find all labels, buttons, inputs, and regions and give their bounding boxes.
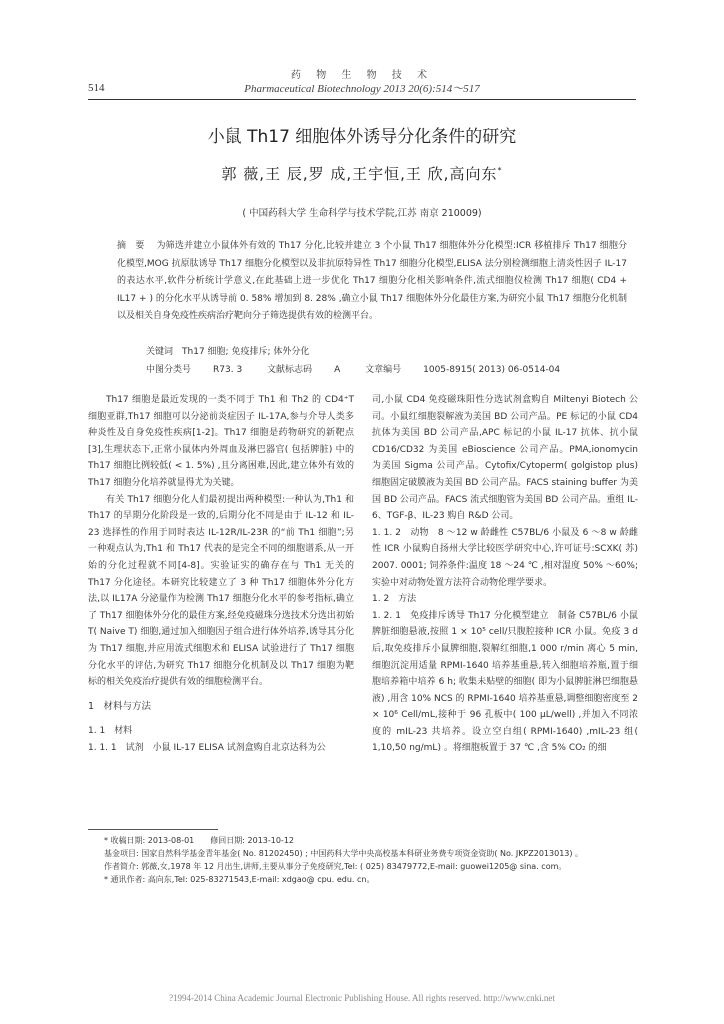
footnotes xyxy=(104,834,644,886)
subsection-heading: 1. 1 材料 xyxy=(88,726,133,737)
footnote-author-bio: 作者简介: 郭薇,女,1978 年 12 月出生,讲师,主要从事分子免疫研究,Tel: ( 025) 83479772,E-mail: guowei1205@ sina. com。 xyxy=(104,862,567,871)
doc-code-label: 文献标志码 xyxy=(267,365,313,375)
paragraph: 1. 1. 2 动物 8 ～12 w 龄雌性 C57BL/6 小鼠及 6 ～8 w 龄雌性 ICR 小鼠购自扬州大学比较医学研究中心,许可证号:SCXK( 苏) 2007. 0001; 饲养条件:温度 18 ～24 ℃ ,相对湿度 50% ～60%; 实验中对动物处置方法符合动物伦理学要求。 xyxy=(372,527,638,588)
keywords-text: Th17 细胞; 免疫排斥; 体外分化 xyxy=(182,347,310,357)
paragraph: 1. 2. 1 免疫排斥诱导 Th17 分化模型建立 制备 C57BL/6 小鼠脾脏细胞悬液,按照 1 × 10⁵ cell/只腹腔接种 ICR 小鼠。免疫 3 d 后,取免疫排斥小鼠脾细胞,裂解红细胞,1 000 r/min 离心 5 min,细胞沉淀用适量 RPMI-1640 培养基重悬,转入细胞培养瓶,置于细胞培养箱中培养 6 h; 收集未贴壁的细胞( 即为小鼠脾脏淋巴细胞悬液) ,用含 10% NCS 的 RPMI-1640 培养基重悬,调整细胞密度至 2 × 10⁶ Cell/mL,接种于 96 孔板中( 100 μL/well) ,并加入不同浓度的 mIL-23 共培养。设立空白组( RPMI-1640) ,mIL-23 组( 1,10,50 ng/mL) 。将细胞板置于 37 ℃ ,含 5% CO₂ 的细 xyxy=(372,610,638,754)
abstract-label: 摘 要 xyxy=(117,241,145,251)
author-list xyxy=(0,163,724,184)
classification-line xyxy=(146,362,606,375)
doc-code-value: A xyxy=(334,365,341,375)
header-divider xyxy=(88,99,636,100)
abstract xyxy=(117,238,627,326)
clc-value: R73. 3 xyxy=(213,365,243,375)
footnote-divider xyxy=(88,829,218,830)
copyright-notice: ?1994-2014 China Academic Journal Electronic Publishing House. All rights reserved. http://www.cnki.net xyxy=(169,993,555,1003)
paragraph: 有关 Th17 细胞分化人们最初提出两种模型:一种认为,Th1 和 Th17 的早期分化阶段是一致的,后期分化不同是由于 IL-12 和 IL-23 选择性的作用于同时表达 IL-12R/IL-23R 的“前 Th1 细胞”;另一种观点认为,Th1 和 Th17 代表的是完全不同的细胞谱系,从一开始的分化过程就不同[4-8]。实验证实的确存在与 Th1 无关的 Th17 分化途径。本研究比较建立了 3 种 Th17 细胞体外分化方法,以 IL17A 分泌量作为检测 Th17 细胞分化水平的参考指标,确立了 Th17 细胞体外分化的最佳方案,经免疫磁珠分选技术分选出初始 T( Naive T) 细胞,通过加入细胞因子组合进行体外培养,诱导其分化为 Th17 细胞,并应用流式细胞术和 ELISA 试验进行了 Th17 细胞分化水平的评估,为研究 Th17 细胞分化机制及以 Th17 细胞为靶标的相关免疫治疗提供有效的细胞检测平台。 xyxy=(88,494,354,688)
corresponding-mark: * xyxy=(497,166,503,175)
footnote-received: * 收稿日期: 2013-08-01 修回日期: 2013-10-12 xyxy=(104,836,295,845)
paragraph: 司,小鼠 CD4 免疫磁珠阳性分选试剂盒购自 Miltenyi Biotech 公司。小鼠红细胞裂解液为美国 BD 公司产品。PE 标记的小鼠 CD4 抗体为美国 BD 公司产品,APC 标记的小鼠 IL-17 抗体、抗小鼠 CD16/CD32 为美国 eBioscience 公司产品。PMA,ionomycin 为美国 Sigma 公司产品。Cytofix/Cytoperm( golgistop plus) 细胞固定破膜液为美国 BD 公司产品。FACS staining buffer 为美国 BD 公司产品。FACS 流式细胞管为美国 BD 公司产品。重组 IL-6、TGF-β、IL-23 购自 R&D 公司。 xyxy=(372,395,638,522)
journal-citation: Pharmaceutical Biotechnology 2013 20(6):514～517 xyxy=(244,83,480,95)
section-heading: 1 材料与方法 xyxy=(88,700,152,712)
affiliation: ( 中国药科大学 生命科学与技术学院,江苏 南京 210009) xyxy=(242,208,482,219)
subsection-heading: 1. 2 方法 xyxy=(372,594,417,605)
paragraph: Th17 细胞是最近发现的一类不同于 Th1 和 Th2 的 CD4⁺T 细胞亚群,Th17 细胞可以分泌前炎症因子 IL-17A,参与介导人类多种炎性及自身免疫性疾病[1-2]。Th17 细胞是药物研究的新靶点[3],生理状态下,正常小鼠体内外周血及淋巴器官( 包括脾脏) 中的 Th17 细胞比例较低( < 1. 5%) ,且分离困难,因此,建立体外有效的 Th17 细胞分化培养就显得尤为关键。 xyxy=(88,395,354,488)
paragraph: 1. 1. 1 试剂 小鼠 IL-17 ELISA 试剂盒购自北京达科为公 xyxy=(88,742,326,753)
footnote-funding: 基金项目: 国家自然科学基金青年基金( No. 81202450) ; 中国药科大学中央高校基本科研业务费专项资金资助( No. JKPZ2013013) 。 xyxy=(104,849,584,858)
keywords-label: 关键词 xyxy=(146,347,174,357)
body-column-left xyxy=(88,392,354,756)
keywords xyxy=(146,344,606,357)
page-number: 514 xyxy=(88,82,105,94)
article-no-value: 1005-8915( 2013) 06-0514-04 xyxy=(423,365,561,375)
clc-label: 中图分类号 xyxy=(146,365,192,375)
authors-text: 郭 薇,王 辰,罗 成,王宇恒,王 欣,高向东 xyxy=(221,165,498,183)
abstract-text: 为筛选并建立小鼠体外有效的 Th17 分化,比较并建立 3 个小鼠 Th17 细胞体外分化模型:ICR 移植排斥 Th17 细胞分化模型,MOG 抗原肽诱导 Th17 细胞分化模型以及非抗原特异性 Th17 细胞分化模型,ELISA 法分别检测细胞上清炎性因子 IL-17 的表达水平,软件分析统计学意义,在此基础上进一步优化 Th17 细胞分化相关影响条件,流式细胞仪检测 Th17 细胞( CD4 + IL17 + ) 的分化水平从诱导前 0. 58% 增加到 8. 28% ,确立小鼠 Th17 细胞体外分化最佳方案,为研究小鼠 Th17 细胞分化机制以及相关自身免疫性疾病治疗靶向分子筛选提供有效的检测平台。 xyxy=(117,241,627,321)
body-column-right xyxy=(372,392,638,757)
article-no-label: 文章编号 xyxy=(365,365,402,375)
footnote-corresponding: * 通讯作者: 高向东,Tel: 025-83271543,E-mail: xdgao@ cpu. edu. cn。 xyxy=(104,875,375,884)
journal-name-cn: 药 物 生 物 技 术 xyxy=(291,70,433,81)
article-title: 小鼠 Th17 细胞体外诱导分化条件的研究 xyxy=(207,127,517,147)
